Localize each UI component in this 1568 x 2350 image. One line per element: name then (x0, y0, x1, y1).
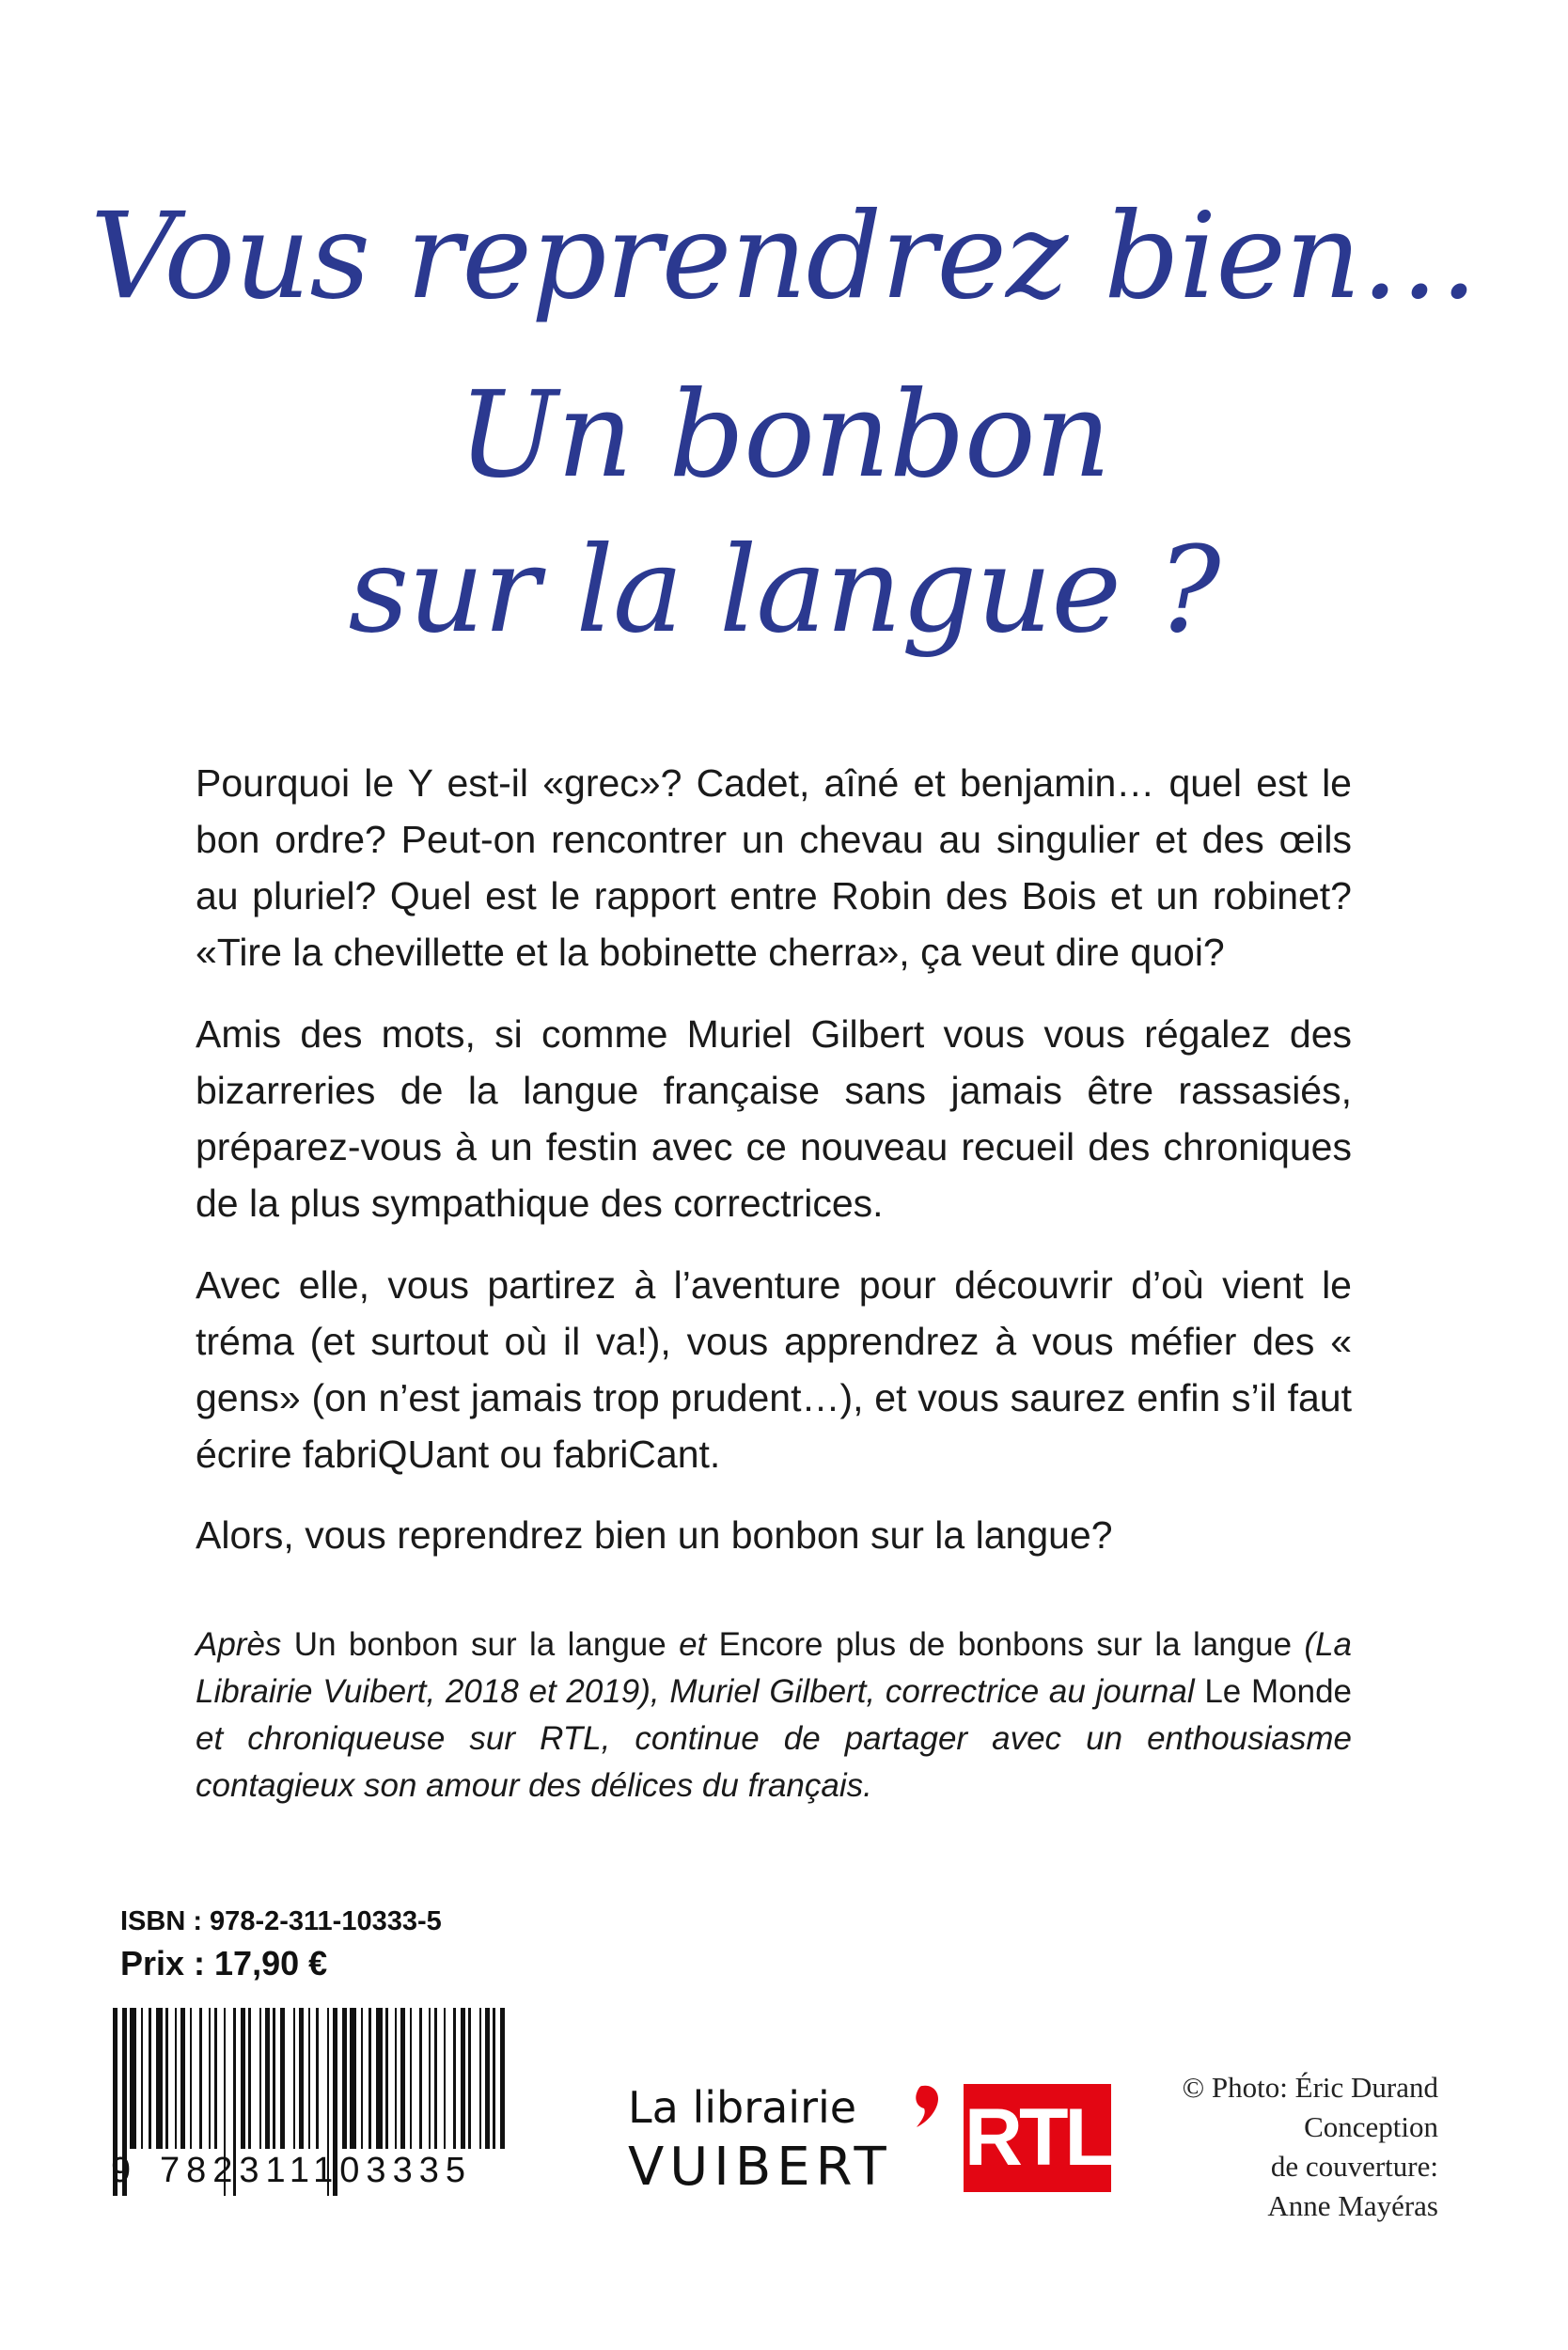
blurb-paragraph-4: Alors, vous reprendrez bien un bonbon sur la langue? (196, 1513, 1113, 1557)
bio-text: et (666, 1626, 719, 1663)
barcode-bar (493, 2008, 495, 2149)
design-credit-line-2: de couverture: (1270, 2150, 1438, 2183)
blurb-paragraph-1: Pourquoi le Y est-il «grec»? Cadet, aîné et benjamin… quel est le bon ordre? Peut-on rencontrer un chevau au singulier et des œils au pluriel? Quel est le rapport entre Robin des Bois et un robinet? «Tire la chevillette et la bobinette cherra», ça veut dire quoi? (196, 761, 1352, 974)
barcode-bar (293, 2008, 295, 2149)
blurb-paragraph-2: Amis des mots, si comme Muriel Gilbert vous vous régalez des bizarreries de la langue française sans jamais être rassasiés, préparez-vous à un festin avec ce nouveau recueil des chroniques de la plus sympathique des correctrices. (196, 1012, 1352, 1225)
bio-newspaper: Le Monde (1204, 1673, 1353, 1710)
publisher-logo-line-2: VUIBERT (628, 2137, 892, 2198)
publisher-logo (628, 2082, 948, 2204)
barcode-lead-digit: 9 (111, 2151, 132, 2190)
barcode-bar (395, 2008, 397, 2149)
barcode-bar (308, 2008, 310, 2149)
barcode-bar (444, 2008, 446, 2149)
barcode-bar (241, 2008, 245, 2149)
bio-text: et chroniqueuse sur RTL, continue de partager avec un enthousiasme contagieux son amour des délices du français. (196, 1720, 1352, 1804)
barcode-bar (468, 2008, 471, 2149)
rtl-logo: RTL (964, 2084, 1111, 2192)
barcode-bar (248, 2008, 251, 2149)
barcode-bar (461, 2008, 465, 2149)
barcode-bar (342, 2008, 347, 2149)
barcode-bar (149, 2008, 151, 2149)
barcode-bar (385, 2008, 388, 2149)
barcode-bar (410, 2008, 412, 2149)
barcode-bar (156, 2008, 163, 2149)
barcode-bar (376, 2008, 383, 2149)
barcode-bar (400, 2008, 405, 2149)
isbn-number: ISBN : 978-2-311-10333-5 (120, 1906, 442, 1936)
title-line-3: sur la langue ? (348, 521, 1220, 659)
barcode-bar (273, 2008, 275, 2149)
bio-text: (La Librairie Vuibert, 2018 et 2019), Muriel Gilbert, correctrice au journal (196, 1626, 1353, 1710)
barcode-bar (434, 2008, 437, 2149)
barcode-number: 782311103335 (160, 2151, 472, 2190)
design-credit-line-1: Conception (1304, 2110, 1438, 2143)
barcode-bar (479, 2008, 481, 2149)
publisher-logo-line-1: La librairie (628, 2082, 857, 2133)
barcode-bar (368, 2008, 371, 2149)
author-bio (196, 1622, 1352, 1810)
designer-name: Anne Mayéras (1267, 2189, 1438, 2222)
barcode-bar (485, 2008, 490, 2149)
barcode-bar (265, 2008, 270, 2149)
barcode-bar (280, 2008, 285, 2149)
credits (1062, 2068, 1438, 2226)
barcode-bar (419, 2008, 422, 2149)
barcode-bar (190, 2008, 192, 2149)
blurb-paragraph-3: Avec elle, vous partirez à l’aventure pour découvrir d’où vient le tréma (et surtout où il va!), vous apprendrez à vous méfier des « gens» (on n’est jamais trop prudent…), et vous saurez enfin s’il faut écrire fabriQUant ou fabriCant. (196, 1263, 1352, 1476)
price: Prix : 17,90 € (120, 1944, 328, 1982)
barcode-bar (209, 2008, 211, 2149)
comma-mark-icon (913, 2084, 941, 2129)
barcode-bar (141, 2008, 143, 2149)
barcode-bar (429, 2008, 431, 2149)
barcode-bar (199, 2008, 202, 2149)
title-line-2: Un bonbon (458, 366, 1110, 504)
barcode-bar (299, 2008, 304, 2149)
barcode-bar (500, 2008, 505, 2149)
title-line-1: Vous reprendrez bien… (89, 187, 1479, 325)
barcode-bar (361, 2008, 363, 2149)
barcode-bar (165, 2008, 168, 2149)
barcode-bar (180, 2008, 185, 2149)
barcode-bar (259, 2008, 261, 2149)
bio-text: Après (196, 1626, 294, 1663)
barcode-bar (214, 2008, 217, 2149)
barcode-bar (453, 2008, 456, 2149)
barcode-bar (130, 2008, 136, 2149)
bio-book-title-2: Encore plus de bonbons sur la langue (718, 1626, 1293, 1663)
barcode-bar (175, 2008, 177, 2149)
photo-credit: © Photo: Éric Durand (1182, 2071, 1438, 2104)
barcode-bar (316, 2008, 319, 2149)
barcode-bar (350, 2008, 356, 2149)
bio-book-title-1: Un bonbon sur la langue (293, 1626, 666, 1663)
